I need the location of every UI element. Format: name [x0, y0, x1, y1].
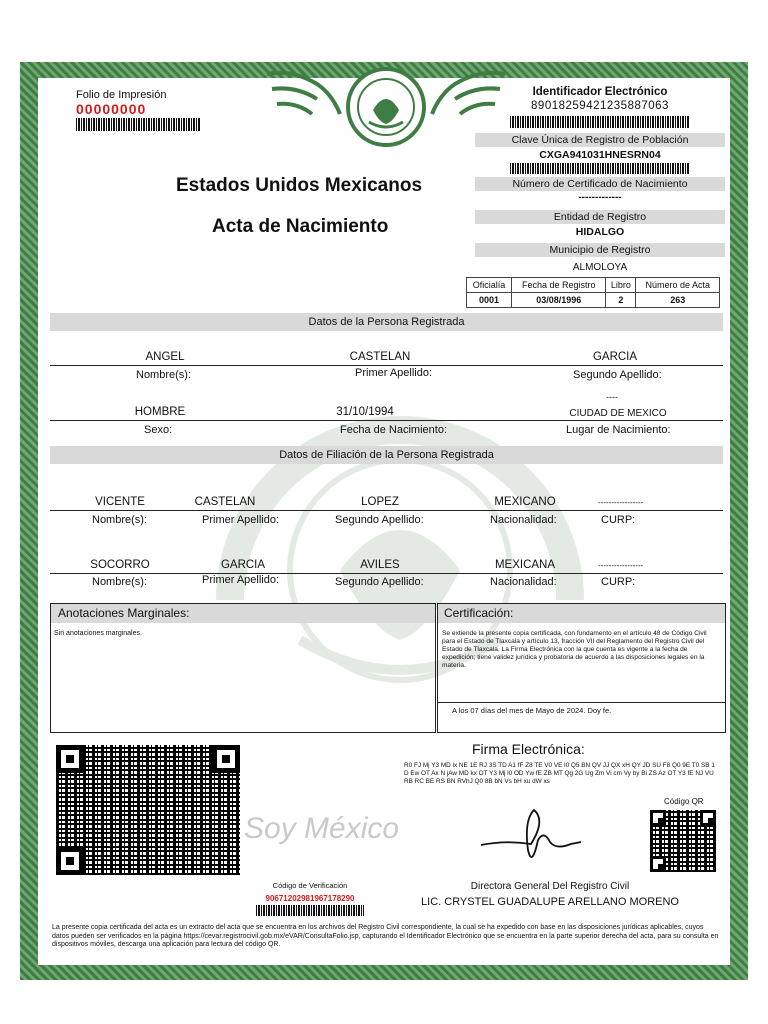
folio-value: 00000000 [76, 101, 147, 117]
persona-curp-dash: ---- [606, 392, 618, 402]
certificacion-text: Se extiende la presente copia certificada, con fundamento en el artículo 48 de Código Civil para el Estado de Tlaxcala y artículo 13, fracción VII del Reglamento del Registro Civil del Estado de Tlaxcala. La Firma Electrónica con la que cuenta es vigente a la fecha de expedición; tiene validez jurídica y probatoria de acuerdo a las disposiciones legales en la materia. [442, 630, 707, 669]
section-filiacion-header: Datos de Filiación de la Persona Registrada [50, 446, 723, 464]
padre-nombre: VICENTE [95, 496, 145, 508]
municipio-label: Municipio de Registro [475, 243, 725, 257]
firma-title: Firma Electrónica: [472, 741, 585, 757]
persona-fecha-nacimiento: 31/10/1994 [336, 406, 394, 418]
table-cell: 03/08/1996 [512, 293, 606, 308]
madre-primer-apellido-label: Primer Apellido: [202, 574, 280, 586]
verificacion-barcode [256, 905, 364, 916]
persona-nombre: ANGEL [145, 351, 185, 363]
anotaciones-text: Sin anotaciones marginales. [54, 630, 142, 637]
curp-barcode [510, 163, 690, 174]
registro-table-row [467, 293, 720, 308]
qr-finder [650, 810, 666, 826]
entidad-value: HIDALGO [575, 226, 625, 238]
section-persona-header: Datos de la Persona Registrada [50, 313, 723, 331]
divider-line [50, 510, 723, 511]
anotaciones-title: Anotaciones Marginales: [58, 606, 190, 620]
curp-label: Clave Única de Registro de Población [475, 133, 725, 147]
certificado-value: ------------- [578, 192, 622, 203]
table-header-cell: Libro [606, 278, 636, 293]
persona-primer-apellido: CASTELAN [349, 351, 411, 363]
firma-cargo: Directora General Del Registro Civil [470, 881, 630, 892]
padre-primer-apellido: CASTELAN [194, 496, 256, 508]
table-cell: 2 [606, 293, 636, 308]
certificado-label: Número de Certificado de Nacimiento [475, 177, 725, 191]
madre-nacionalidad: MEXICANA [494, 559, 556, 571]
identificador-barcode [510, 116, 690, 128]
madre-primer-apellido: GARCIA [220, 559, 266, 571]
table-header-cell: Fecha de Registro [512, 278, 606, 293]
qr-finder [650, 856, 666, 872]
verificacion-label: Código de Verificación [272, 881, 348, 890]
nombre-label: Nombre(s): [136, 369, 192, 381]
divider-line [437, 702, 726, 703]
madre-nombre-label: Nombre(s): [92, 576, 148, 588]
padre-curp: ----------------- [598, 498, 644, 507]
fecha-nacimiento-label: Fecha de Nacimiento: [340, 424, 447, 436]
madre-curp: ----------------- [598, 561, 644, 570]
qr-finder [700, 810, 716, 826]
certificacion-fecha: A los 07 días del mes de Mayo de 2024. Doy fe. [452, 706, 612, 715]
verification-qr-code [56, 745, 240, 875]
madre-curp-label: CURP: [601, 576, 636, 588]
padre-segundo-apellido: LOPEZ [361, 496, 399, 508]
verificacion-value: 90671202981967178290 [265, 894, 355, 903]
divider-line [50, 365, 723, 366]
primer-apellido-label: Primer Apellido: [355, 367, 433, 379]
padre-nombre-label: Nombre(s): [92, 514, 148, 526]
firma-hash: R0 FJ Mj Y3 MD lx NE 1E RJ 3S TD A1 fF Z8 TE V0 VE l0 Q5 BN QV JJ QX xH QY JD SU F8 Q0 9E T0 SB 1D Ew OT Ax N jAw MD kx OT Y3 Mj l0 OD Yw fE ZB MT Qg 2G Ug Zm Vi cm Vy by Bi ZS Az OT Y3 fE NJ VU RB RC BE RS BN RVhJ Q0 8B bN Vs bH xu dW xs [404, 762, 715, 785]
sexo-label: Sexo: [144, 424, 173, 436]
padre-nacionalidad-label: Nacionalidad: [490, 514, 557, 526]
small-qr-code [650, 810, 716, 872]
madre-nombre: SOCORRO [90, 559, 150, 571]
registro-table [466, 277, 720, 308]
firma-nombre: LIC. CRYSTEL GUADALUPE ARELLANO MORENO [421, 896, 679, 908]
segundo-apellido-label: Segundo Apellido: [573, 369, 662, 381]
qr-finder [56, 745, 84, 773]
registro-table-header [467, 278, 720, 293]
persona-sexo: HOMBRE [134, 406, 186, 418]
mexico-seal-icon [345, 66, 427, 148]
padre-curp-label: CURP: [601, 514, 636, 526]
footer-legal-text: La presente copia certificada del acta es un extracto del acta que se encuentra en los archivos del Registro Civil correspondiente, la cual se ha expedido con base en las disposiciones jurídicas aplicables, cuyos datos pueden ser verificados en la página https://cevar.registrocivil.gob.mx/eVAR/ConsultaFolio.jsp, capturando el Identificador Electrónico que se encuentra en la parte superior derecha del acta, para su consulta en dispositivos móviles, descarga una aplicación para lectura del código QR. [52, 924, 719, 948]
table-header-cell: Número de Acta [636, 278, 720, 293]
persona-segundo-apellido: GARCIA [592, 351, 638, 363]
padre-segundo-apellido-label: Segundo Apellido: [335, 514, 424, 526]
table-cell: 0001 [467, 293, 512, 308]
padre-nacionalidad: MEXICANO [494, 496, 556, 508]
table-header-cell: Oficialía [467, 278, 512, 293]
soy-mexico-watermark: Soy México [244, 812, 400, 845]
madre-nacionalidad-label: Nacionalidad: [490, 576, 557, 588]
identificador-label: Identificador Electrónico [532, 86, 668, 98]
left-ornament-icon [262, 64, 342, 126]
country-title: Estados Unidos Mexicanos [176, 175, 423, 196]
qr-finder [56, 847, 84, 875]
persona-lugar-nacimiento: CIUDAD DE MEXICO [569, 408, 667, 419]
document-title: Acta de Nacimiento [212, 216, 389, 237]
qr-finder [212, 745, 240, 773]
table-cell: 263 [636, 293, 720, 308]
folio-label: Folio de Impresión [76, 89, 167, 101]
folio-barcode [76, 118, 200, 131]
lugar-nacimiento-label: Lugar de Nacimiento: [566, 424, 671, 436]
madre-segundo-apellido-label: Segundo Apellido: [335, 576, 424, 588]
padre-primer-apellido-label: Primer Apellido: [202, 514, 280, 526]
divider-line [50, 420, 723, 421]
entidad-label: Entidad de Registro [475, 210, 725, 224]
certificacion-title: Certificación: [444, 606, 514, 620]
qr-label: Código QR [664, 797, 704, 806]
divider-line [50, 573, 723, 574]
municipio-value: ALMOLOYA [572, 262, 628, 273]
identificador-value: 89018259421235887063 [531, 100, 669, 112]
madre-segundo-apellido: AVILES [360, 559, 400, 571]
curp-value: CXGA941031HNESRN04 [539, 149, 661, 161]
signature-icon [476, 800, 586, 876]
